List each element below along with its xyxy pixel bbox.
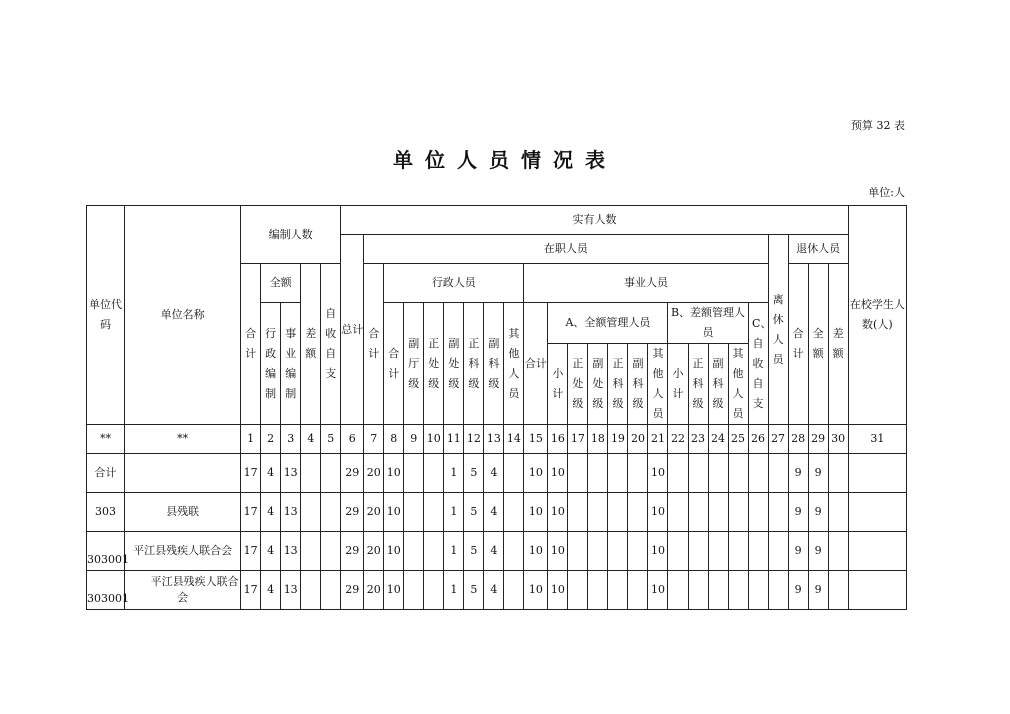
cell-value: 9 — [808, 454, 828, 493]
cell-value: 10 — [384, 493, 404, 532]
personnel-table — [86, 205, 907, 610]
header-tx-quan: 全额 — [808, 264, 828, 425]
cell-value: 9 — [808, 571, 828, 610]
cell-value — [301, 454, 321, 493]
header-tx-cha: 差额 — [828, 264, 848, 425]
cell-value: 10 — [548, 571, 568, 610]
header-b-zhengke: 正科级 — [688, 344, 708, 425]
cell-value — [301, 493, 321, 532]
cell-unit-name: 平江县残疾人联合会 — [125, 571, 241, 610]
cell-value: 29 — [341, 454, 364, 493]
column-number: 13 — [484, 425, 504, 454]
header-xz-group: 行政人员 — [384, 264, 524, 303]
cell-value: 29 — [341, 532, 364, 571]
cell-value: 10 — [548, 532, 568, 571]
cell-value: 1 — [444, 571, 464, 610]
cell-value — [608, 454, 628, 493]
cell-value — [301, 571, 321, 610]
cell-value — [848, 532, 906, 571]
cell-value — [504, 532, 524, 571]
header-fu-ting: 副厅级 — [404, 303, 424, 425]
header-a-fuchu: 副处级 — [588, 344, 608, 425]
table-row — [87, 532, 907, 571]
cell-value — [568, 493, 588, 532]
cell-value: 17 — [241, 454, 261, 493]
header-c-group: C、自收自支 — [748, 303, 768, 425]
column-number: 3 — [281, 425, 301, 454]
cell-value: 10 — [524, 454, 548, 493]
cell-value — [708, 493, 728, 532]
header-b-group: B、差额管理人员 — [668, 303, 748, 344]
header-a-zhengchu: 正处级 — [568, 344, 588, 425]
column-number: 2 — [261, 425, 281, 454]
column-number: 25 — [728, 425, 748, 454]
header-cha-e: 差额 — [301, 264, 321, 425]
header-zongji: 总计 — [341, 235, 364, 425]
cell-value: 5 — [464, 493, 484, 532]
cell-unit-name: 平江县残疾人联合会 — [125, 532, 241, 571]
cell-value: 9 — [788, 493, 808, 532]
cell-value — [424, 571, 444, 610]
cell-unit-code: 合计 — [87, 454, 125, 493]
column-number: 8 — [384, 425, 404, 454]
cell-value — [728, 493, 748, 532]
header-zishou: 自收自支 — [321, 264, 341, 425]
column-number: 11 — [444, 425, 464, 454]
cell-value — [504, 493, 524, 532]
cell-value — [668, 493, 688, 532]
header-unit-name: 单位名称 — [125, 206, 241, 425]
header-b-fuke: 副科级 — [708, 344, 728, 425]
cell-value — [748, 571, 768, 610]
cell-value: 4 — [484, 532, 504, 571]
cell-value — [588, 532, 608, 571]
cell-value — [668, 532, 688, 571]
cell-unit-code: 303001 — [87, 532, 125, 571]
cell-value — [321, 493, 341, 532]
cell-value — [628, 454, 648, 493]
cell-value: 29 — [341, 493, 364, 532]
table-row — [87, 571, 907, 610]
cell-value — [628, 571, 648, 610]
cell-value — [748, 532, 768, 571]
header-fu-chu: 副处级 — [444, 303, 464, 425]
header-zaizhi: 在职人员 — [364, 235, 768, 264]
cell-value: 20 — [364, 532, 384, 571]
cell-value: 4 — [484, 493, 504, 532]
column-number: 21 — [648, 425, 668, 454]
cell-value — [688, 454, 708, 493]
header-bz-total: 合计 — [241, 264, 261, 425]
cell-value: 10 — [384, 571, 404, 610]
cell-value: 9 — [788, 571, 808, 610]
cell-value: 17 — [241, 571, 261, 610]
cell-value — [608, 493, 628, 532]
cell-value — [628, 493, 648, 532]
cell-value — [748, 493, 768, 532]
unit-label: 单位:人 — [868, 186, 905, 199]
cell-value: 4 — [261, 532, 281, 571]
header-shiyou: 实有人数 — [341, 206, 848, 235]
cell-value — [728, 454, 748, 493]
header-bianzhi: 编制人数 — [241, 206, 341, 264]
column-number: 12 — [464, 425, 484, 454]
header-a-zhengke: 正科级 — [608, 344, 628, 425]
column-number: 23 — [688, 425, 708, 454]
cell-value: 20 — [364, 571, 384, 610]
cell-value — [404, 493, 424, 532]
cell-value — [608, 571, 628, 610]
header-xz-total: 合计 — [384, 303, 404, 425]
cell-value — [424, 454, 444, 493]
cell-value: 10 — [648, 532, 668, 571]
cell-value: 4 — [261, 571, 281, 610]
cell-value — [404, 571, 424, 610]
cell-value: 10 — [648, 493, 668, 532]
cell-value: 17 — [241, 532, 261, 571]
cell-value — [688, 571, 708, 610]
header-quan-e: 全额 — [261, 264, 301, 303]
page-title: 单位人员情况表 — [393, 148, 617, 172]
column-number: 30 — [828, 425, 848, 454]
table-row — [87, 454, 907, 493]
column-number: 1 — [241, 425, 261, 454]
header-b-sub: 小计 — [668, 344, 688, 425]
column-number: 15 — [524, 425, 548, 454]
cell-value — [708, 571, 728, 610]
cell-value: 10 — [648, 454, 668, 493]
cell-value — [668, 454, 688, 493]
cell-value — [688, 532, 708, 571]
cell-value — [568, 532, 588, 571]
cell-value — [321, 571, 341, 610]
cell-value — [568, 454, 588, 493]
cell-value — [828, 493, 848, 532]
cell-value — [301, 532, 321, 571]
column-number: 22 — [668, 425, 688, 454]
header-a-fuke: 副科级 — [628, 344, 648, 425]
cell-value: 1 — [444, 532, 464, 571]
cell-value: 13 — [281, 493, 301, 532]
cell-value: 10 — [548, 454, 568, 493]
cell-value: 1 — [444, 493, 464, 532]
header-tuixiu: 退休人员 — [788, 235, 848, 264]
column-number: 28 — [788, 425, 808, 454]
cell-value — [848, 493, 906, 532]
header-a-qita: 其他人员 — [648, 344, 668, 425]
number-name: ** — [125, 425, 241, 454]
cell-value — [424, 493, 444, 532]
header-sy-group: 事业人员 — [524, 264, 768, 303]
cell-value — [668, 571, 688, 610]
cell-value — [708, 454, 728, 493]
cell-value — [321, 454, 341, 493]
cell-value — [404, 532, 424, 571]
cell-value: 10 — [524, 493, 548, 532]
header-fu-ke: 副科级 — [484, 303, 504, 425]
cell-value — [588, 493, 608, 532]
column-number: 27 — [768, 425, 788, 454]
cell-value: 10 — [384, 454, 404, 493]
column-number: 17 — [568, 425, 588, 454]
cell-value: 4 — [261, 493, 281, 532]
cell-value: 5 — [464, 454, 484, 493]
cell-value — [608, 532, 628, 571]
cell-value: 20 — [364, 454, 384, 493]
header-qita: 其他人员 — [504, 303, 524, 425]
column-number: 16 — [548, 425, 568, 454]
cell-value: 10 — [648, 571, 668, 610]
cell-unit-code: 303001 — [87, 571, 125, 610]
header-zz-total: 合计 — [364, 264, 384, 425]
header-b-qita: 其他人员 — [728, 344, 748, 425]
cell-value: 17 — [241, 493, 261, 532]
cell-value — [848, 571, 906, 610]
cell-value: 4 — [484, 454, 504, 493]
cell-value: 10 — [524, 571, 548, 610]
cell-value: 10 — [384, 532, 404, 571]
header-a-group: A、全额管理人员 — [548, 303, 668, 344]
cell-unit-code: 303 — [87, 493, 125, 532]
cell-value — [321, 532, 341, 571]
cell-value: 10 — [524, 532, 548, 571]
cell-value — [728, 571, 748, 610]
cell-value: 9 — [788, 532, 808, 571]
cell-value: 5 — [464, 571, 484, 610]
cell-value: 13 — [281, 532, 301, 571]
cell-value — [588, 571, 608, 610]
cell-value: 1 — [444, 454, 464, 493]
cell-value: 9 — [808, 532, 828, 571]
cell-value: 4 — [261, 454, 281, 493]
column-number: 29 — [808, 425, 828, 454]
header-student: 在校学生人数(人) — [848, 206, 906, 425]
cell-value — [828, 571, 848, 610]
cell-value — [404, 454, 424, 493]
header-sy-total: 合计 — [524, 303, 548, 425]
column-number: 9 — [404, 425, 424, 454]
header-a-sub: 小计 — [548, 344, 568, 425]
column-number: 18 — [588, 425, 608, 454]
cell-unit-name: 县残联 — [125, 493, 241, 532]
cell-value — [504, 454, 524, 493]
column-number: 5 — [321, 425, 341, 454]
header-zheng-ke: 正科级 — [464, 303, 484, 425]
column-number-row — [87, 425, 907, 454]
cell-value: 4 — [484, 571, 504, 610]
cell-value — [768, 493, 788, 532]
header-unit-code: 单位代码 — [87, 206, 125, 425]
header-shiye-bz: 事业编制 — [281, 303, 301, 425]
cell-value — [504, 571, 524, 610]
column-number: 6 — [341, 425, 364, 454]
cell-value — [748, 454, 768, 493]
column-number: 4 — [301, 425, 321, 454]
cell-value: 13 — [281, 571, 301, 610]
cell-value — [768, 571, 788, 610]
cell-value — [828, 454, 848, 493]
column-number: 19 — [608, 425, 628, 454]
header-zheng-chu: 正处级 — [424, 303, 444, 425]
cell-value — [728, 532, 748, 571]
cell-value: 9 — [788, 454, 808, 493]
cell-unit-name — [125, 454, 241, 493]
cell-value — [588, 454, 608, 493]
cell-value: 20 — [364, 493, 384, 532]
column-number: 7 — [364, 425, 384, 454]
header-lixiu: 离休人员 — [768, 235, 788, 425]
cell-value — [768, 532, 788, 571]
column-number: 24 — [708, 425, 728, 454]
cell-value — [848, 454, 906, 493]
cell-value — [708, 532, 728, 571]
column-number: 31 — [848, 425, 906, 454]
cell-value — [628, 532, 648, 571]
header-xingzheng-bz: 行政编制 — [261, 303, 281, 425]
cell-value: 13 — [281, 454, 301, 493]
cell-value — [688, 493, 708, 532]
table-body — [87, 454, 907, 610]
cell-value — [828, 532, 848, 571]
number-code: ** — [87, 425, 125, 454]
cell-value — [768, 454, 788, 493]
column-number: 26 — [748, 425, 768, 454]
form-number: 预算 32 表 — [851, 119, 905, 132]
cell-value: 9 — [808, 493, 828, 532]
column-number: 10 — [424, 425, 444, 454]
cell-value: 29 — [341, 571, 364, 610]
table-row — [87, 493, 907, 532]
cell-value: 5 — [464, 532, 484, 571]
cell-value: 10 — [548, 493, 568, 532]
column-number: 14 — [504, 425, 524, 454]
column-number: 20 — [628, 425, 648, 454]
cell-value — [424, 532, 444, 571]
cell-value — [568, 571, 588, 610]
header-tx-total: 合计 — [788, 264, 808, 425]
